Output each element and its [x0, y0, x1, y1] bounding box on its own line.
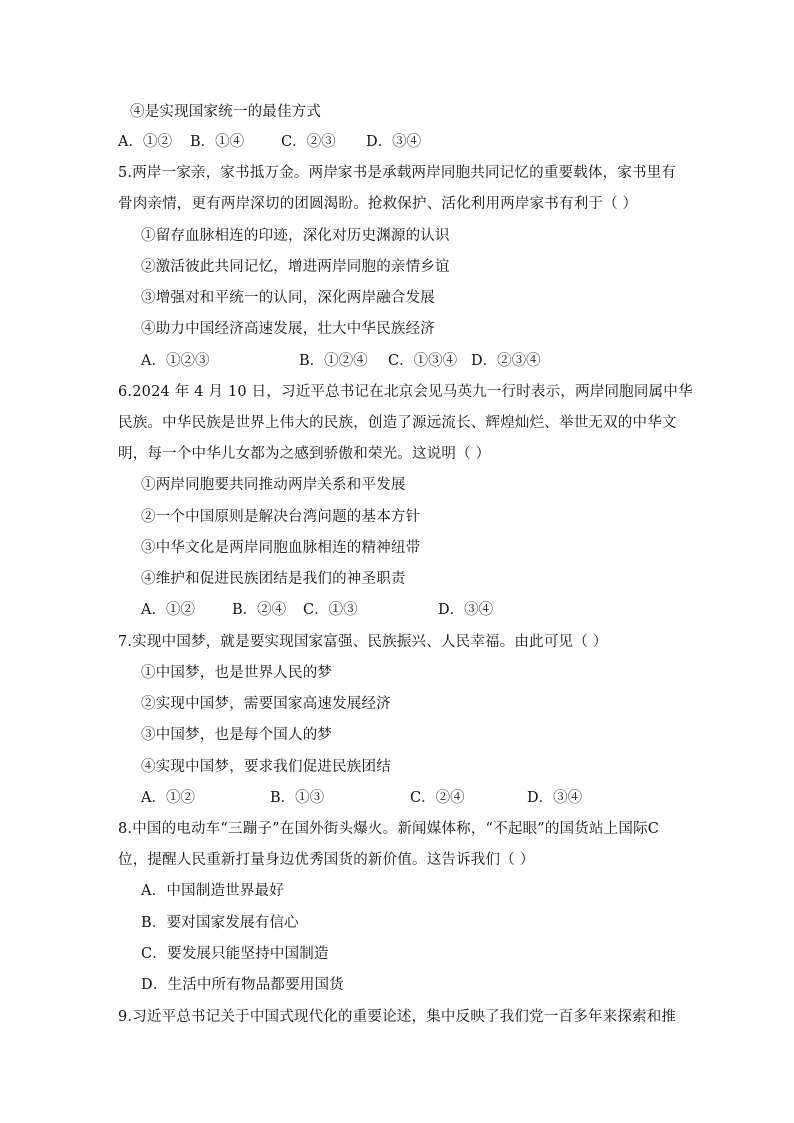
choice-b: B．①②④ — [299, 353, 368, 369]
question-5-stem-line1: 5.两岸一家亲，家书抵万金。两岸家书是承载两岸同胞共同记忆的重要载体，家书里有 — [118, 165, 677, 181]
choice-b: B．①④ — [190, 134, 245, 150]
question-8-choice-d: D．生活中所有物品都要用国货 — [141, 977, 344, 993]
answer-choices-q6 — [141, 600, 741, 620]
question-8-choice-b: B．要对国家发展有信心 — [141, 915, 299, 931]
answer-choices-q7 — [141, 788, 741, 808]
choice-c: C．①③ — [303, 602, 358, 618]
choice-a: A．①② — [141, 790, 195, 806]
choice-d: D．③④ — [527, 790, 583, 806]
question-9-stem-line1: 9.习近平总书记关于中国式现代化的重要论述，集中反映了我们党一百多年来探索和推 — [118, 1009, 677, 1025]
question-7-statement-1: ①中国梦，也是世界人民的梦 — [141, 665, 333, 681]
answer-choices-q4 — [118, 132, 718, 152]
question-8-stem-line2: 位，提醒人民重新打量身边优秀国货的新价值。这告诉我们（ ） — [118, 852, 535, 868]
question-6-statement-2: ②一个中国原则是解决台湾问题的基本方针 — [141, 509, 421, 525]
question-5-statement-3: ③增强对和平统一的认同，深化两岸融合发展 — [141, 290, 435, 306]
question-6-statement-4: ④维护和促进民族团结是我们的神圣职责 — [141, 571, 406, 587]
question-6-stem-line2: 民族。中华民族是世界上伟大的民族，创造了源远流长、辉煌灿烂、举世无双的中华文 — [118, 415, 677, 431]
choice-b: B．①③ — [270, 790, 325, 806]
choice-c: C．②④ — [410, 790, 465, 806]
choice-c: C．①③④ — [388, 353, 458, 369]
question-6-stem-line3: 明，每一个中华儿女都为之感到骄傲和荣光。这说明（ ） — [118, 446, 491, 462]
question-5-statement-1: ①留存血脉相连的印迹，深化对历史渊源的认识 — [141, 228, 450, 244]
choice-c: C．②③ — [281, 134, 336, 150]
question-7-stem: 7.实现中国梦，就是要实现国家富强、民族振兴、人民幸福。由此可见（ ） — [118, 634, 608, 650]
question-6-statement-3: ③中华文化是两岸同胞血脉相连的精神纽带 — [141, 540, 421, 556]
question-8-stem-line1: 8.中国的电动车“三蹦子”在国外街头爆火。新闻媒体称，“不起眼”的国货站上国际C — [118, 821, 660, 837]
choice-a: A．①② — [141, 602, 195, 618]
choice-d: D．③④ — [438, 602, 494, 618]
question-5-statement-4: ④助力中国经济高速发展，壮大中华民族经济 — [141, 321, 435, 337]
question-6-statement-1: ①两岸同胞要共同推动两岸关系和平发展 — [141, 477, 406, 493]
choice-a: A．①②③ — [141, 353, 210, 369]
option-statement-4: ④是实现国家统一的最佳方式 — [130, 104, 322, 120]
question-7-statement-4: ④实现中国梦，要求我们促进民族团结 — [141, 759, 391, 775]
question-8-choice-a: A．中国制造世界最好 — [141, 883, 284, 899]
choice-d: D．②③④ — [471, 353, 541, 369]
choice-d: D．③④ — [366, 134, 422, 150]
choice-b: B．②④ — [232, 602, 287, 618]
question-8-choice-c: C．要发展只能坚持中国制造 — [141, 946, 329, 962]
answer-choices-q5 — [141, 351, 741, 371]
question-5-statement-2: ②激活彼此共同记忆，增进两岸同胞的亲情乡谊 — [141, 259, 450, 275]
question-5-stem-line2: 骨肉亲情，更有两岸深切的团圆渴盼。抢救保护、活化利用两岸家书有利于（ ） — [118, 196, 638, 212]
question-7-statement-3: ③中国梦，也是每个国人的梦 — [141, 727, 333, 743]
question-6-stem-line1: 6.2024 年 4 月 10 日，习近平总书记在北京会见马英九一行时表示，两岸同胞同属中华 — [118, 384, 693, 400]
choice-a: A．①② — [118, 134, 172, 150]
question-7-statement-2: ②实现中国梦，需要国家高速发展经济 — [141, 696, 391, 712]
